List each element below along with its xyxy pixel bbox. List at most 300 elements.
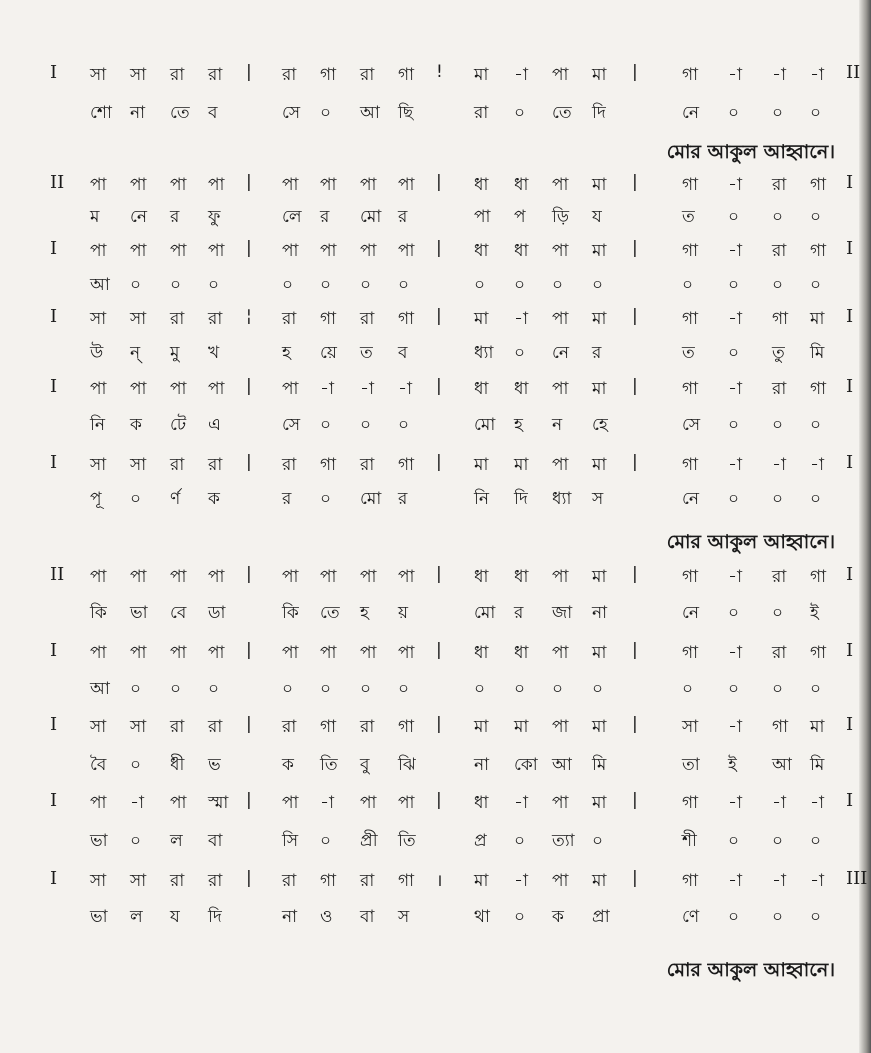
note-cell: গা <box>398 309 415 329</box>
note-cell: রা <box>208 717 223 737</box>
note-cell: গা <box>682 793 699 813</box>
note-cell: পা <box>360 241 377 261</box>
note-cell: পা <box>170 175 187 195</box>
note-cell: -া <box>360 379 374 399</box>
lyric-cell: আ <box>90 679 110 699</box>
lyric-cell: তে <box>320 603 340 623</box>
note-cell: -া <box>728 309 742 329</box>
lyric-cell: মো <box>360 489 382 509</box>
lyric-cell: হে <box>592 415 608 435</box>
note-cell: | <box>436 306 442 326</box>
lyric-cell: ০ <box>360 679 372 699</box>
note-cell: -া <box>728 65 742 85</box>
note-cell: পা <box>90 793 107 813</box>
lyric-cell: ০ <box>208 275 220 295</box>
note-cell: গা <box>682 455 699 475</box>
lyric-cell: সে <box>282 415 301 435</box>
lyric-cell: ০ <box>514 343 526 363</box>
note-cell: | <box>632 172 638 192</box>
lyric-cell: না <box>130 103 146 123</box>
note-cell: ধা <box>474 241 489 261</box>
note-cell: রা <box>208 871 223 891</box>
refrain-text: মোর আকুল আহ্বানে। <box>666 141 835 163</box>
notation-line <box>0 868 871 898</box>
note-cell: পা <box>170 379 187 399</box>
lyric-cell: ০ <box>772 207 784 227</box>
lyric-cell: ত <box>360 343 373 363</box>
note-cell: ধা <box>474 643 489 663</box>
lyric-cell: ণে <box>682 907 700 927</box>
lyric-cell: ন <box>552 415 563 435</box>
note-cell: গা <box>810 175 827 195</box>
lyric-cell: সে <box>682 415 701 435</box>
lyric-cell: ০ <box>398 679 410 699</box>
note-cell: I <box>846 790 854 811</box>
note-cell: | <box>246 376 252 396</box>
lyric-cell: ক <box>282 755 294 775</box>
lyric-cell: র্ণ <box>170 489 181 509</box>
note-cell: | <box>632 868 638 888</box>
note-cell: মা <box>592 871 607 891</box>
note-cell: -া <box>514 65 528 85</box>
note-cell: | <box>246 452 252 472</box>
note-cell: পা <box>170 241 187 261</box>
lyric-cell: ০ <box>772 603 784 623</box>
lyric-cell: ০ <box>682 679 694 699</box>
lyric-cell: ভা <box>90 831 108 851</box>
note-cell: রা <box>772 379 787 399</box>
note-cell: পা <box>552 567 569 587</box>
note-cell: পা <box>130 643 147 663</box>
notation-line <box>0 376 871 406</box>
lyric-cell: শো <box>90 103 112 123</box>
note-cell: মা <box>592 455 607 475</box>
lyric-cell: ০ <box>592 679 604 699</box>
note-cell: পা <box>90 643 107 663</box>
lyric-cell: খ <box>208 343 220 363</box>
note-cell: গা <box>320 717 337 737</box>
lyric-cell: ব <box>398 343 408 363</box>
note-cell: | <box>436 376 442 396</box>
note-cell: পা <box>282 379 299 399</box>
lyric-cell: ০ <box>810 907 822 927</box>
note-cell: মা <box>592 567 607 587</box>
note-cell: রা <box>772 241 787 261</box>
note-cell: II <box>846 62 861 83</box>
lyric-cell: ০ <box>514 831 526 851</box>
note-cell: -া <box>810 65 824 85</box>
lyric-cell: র <box>592 343 602 363</box>
lyric-cell: নে <box>682 603 700 623</box>
note-cell: -া <box>728 455 742 475</box>
lyric-cell: র <box>170 207 180 227</box>
note-cell: পা <box>130 241 147 261</box>
lyric-cell: ঝি <box>398 755 416 775</box>
note-cell: পা <box>552 871 569 891</box>
note-cell: মা <box>592 643 607 663</box>
note-cell: সা <box>90 717 107 737</box>
note-cell: সা <box>130 309 147 329</box>
note-cell: I <box>846 376 854 397</box>
note-cell: মা <box>514 455 529 475</box>
note-cell: সা <box>130 455 147 475</box>
lyric-cell: ড়ি <box>552 207 570 227</box>
lyric-cell: ধ্যা <box>552 489 572 509</box>
lyric-cell: রা <box>474 103 489 123</box>
lyric-cell: ০ <box>170 275 182 295</box>
lyric-cell: র <box>398 207 408 227</box>
lyric-cell: লে <box>282 207 302 227</box>
lyric-cell: র <box>282 489 292 509</box>
lyric-cell: তু <box>772 343 785 363</box>
note-cell: পা <box>90 175 107 195</box>
note-cell: | <box>632 640 638 660</box>
note-cell: I <box>50 868 58 889</box>
note-cell: পা <box>552 241 569 261</box>
lyric-cell: ০ <box>474 275 486 295</box>
note-cell: পা <box>90 241 107 261</box>
note-cell: I <box>846 564 854 585</box>
refrain-line <box>0 956 871 986</box>
lyrics-line <box>0 204 871 234</box>
note-cell: I <box>50 376 58 397</box>
refrain-text: মোর আকুল আহ্বানে। <box>666 531 835 553</box>
lyric-cell: ০ <box>320 679 332 699</box>
refrain-line <box>0 138 871 168</box>
note-cell: রা <box>282 871 297 891</box>
note-cell: | <box>436 452 442 472</box>
lyric-cell: ০ <box>320 415 332 435</box>
lyric-cell: মু <box>170 343 180 363</box>
lyric-cell: ধী <box>170 755 185 775</box>
lyric-cell: নে <box>682 103 700 123</box>
lyric-cell: ক <box>130 415 142 435</box>
note-cell: -া <box>514 871 528 891</box>
lyric-cell: স <box>592 489 604 509</box>
lyric-cell: মো <box>360 207 382 227</box>
lyric-cell: ছি <box>398 103 414 123</box>
lyric-cell: ০ <box>514 907 526 927</box>
note-cell: মা <box>474 717 489 737</box>
note-cell: পা <box>130 379 147 399</box>
lyric-cell: ০ <box>728 207 740 227</box>
note-cell: I <box>846 452 854 473</box>
lyric-cell: ভ <box>208 755 221 775</box>
lyric-cell: ০ <box>552 679 564 699</box>
note-cell: সা <box>90 309 107 329</box>
note-cell: মা <box>592 379 607 399</box>
lyric-cell: মি <box>810 343 825 363</box>
note-cell: I <box>50 238 58 259</box>
note-cell: গা <box>810 643 827 663</box>
note-cell: রা <box>282 717 297 737</box>
lyric-cell: ০ <box>728 679 740 699</box>
lyric-cell: ০ <box>810 275 822 295</box>
note-cell: পা <box>320 567 337 587</box>
lyric-cell: না <box>474 755 490 775</box>
lyric-cell: ত <box>682 343 695 363</box>
lyric-cell: বা <box>208 831 223 851</box>
lyric-cell: তি <box>320 755 338 775</box>
note-cell: -া <box>772 65 786 85</box>
lyric-cell: ০ <box>282 679 294 699</box>
lyric-cell: ০ <box>728 907 740 927</box>
note-cell: মা <box>592 65 607 85</box>
note-cell: পা <box>360 567 377 587</box>
note-cell: -া <box>130 793 144 813</box>
note-cell: -া <box>810 871 824 891</box>
note-cell: -া <box>772 871 786 891</box>
note-cell: | <box>632 564 638 584</box>
note-cell: সা <box>90 65 107 85</box>
lyric-cell: ০ <box>130 489 142 509</box>
lyrics-line <box>0 828 871 858</box>
note-cell: মা <box>592 309 607 329</box>
note-cell: গা <box>682 65 699 85</box>
note-cell: সা <box>90 871 107 891</box>
lyric-cell: ০ <box>130 755 142 775</box>
lyric-cell: ০ <box>592 275 604 295</box>
note-cell: ধা <box>474 379 489 399</box>
lyric-cell: এ <box>208 415 221 435</box>
note-cell: I <box>50 62 58 83</box>
note-cell: ধা <box>514 175 529 195</box>
note-cell: সা <box>130 717 147 737</box>
note-cell: I <box>846 238 854 259</box>
lyric-cell: দি <box>592 103 606 123</box>
note-cell: রা <box>170 65 185 85</box>
note-cell: -া <box>772 455 786 475</box>
note-cell: | <box>632 306 638 326</box>
lyric-cell: ম <box>90 207 100 227</box>
lyric-cell: আ <box>90 275 110 295</box>
lyric-cell: বৈ <box>90 755 107 775</box>
lyric-cell: ০ <box>130 275 142 295</box>
note-cell: রা <box>772 175 787 195</box>
note-cell: -া <box>728 793 742 813</box>
lyric-cell: আ <box>360 103 380 123</box>
lyric-cell: মি <box>592 755 607 775</box>
lyric-cell: ০ <box>552 275 564 295</box>
note-cell: পা <box>90 567 107 587</box>
note-cell: -া <box>728 241 742 261</box>
note-cell: পা <box>552 379 569 399</box>
note-cell: পা <box>398 793 415 813</box>
note-cell: পা <box>552 65 569 85</box>
note-cell: | <box>436 238 442 258</box>
note-cell: -া <box>514 793 528 813</box>
notation-line <box>0 62 871 92</box>
lyric-cell: ন্ <box>130 343 141 363</box>
lyric-cell: বে <box>170 603 187 623</box>
note-cell: ধা <box>474 793 489 813</box>
lyric-cell: ০ <box>772 907 784 927</box>
note-cell: পা <box>398 175 415 195</box>
note-cell: -া <box>728 379 742 399</box>
note-cell: | <box>246 172 252 192</box>
lyric-cell: না <box>282 907 298 927</box>
note-cell: | <box>436 564 442 584</box>
note-cell: পা <box>208 241 225 261</box>
lyric-cell: আ <box>552 755 572 775</box>
note-cell: রা <box>360 65 375 85</box>
notation-line <box>0 238 871 268</box>
note-cell: ধা <box>514 379 529 399</box>
lyric-cell: ০ <box>810 679 822 699</box>
lyric-cell: নি <box>474 489 490 509</box>
note-cell: গা <box>398 871 415 891</box>
notation-line <box>0 452 871 482</box>
lyric-cell: কি <box>90 603 107 623</box>
lyric-cell: ত্যা <box>552 831 575 851</box>
lyrics-line <box>0 904 871 934</box>
lyric-cell: ০ <box>772 415 784 435</box>
lyric-cell: নে <box>130 207 148 227</box>
note-cell: ¦ <box>246 306 252 326</box>
note-cell: -া <box>320 379 334 399</box>
lyric-cell: ভা <box>90 907 108 927</box>
note-cell: | <box>436 172 442 192</box>
note-cell: পা <box>320 241 337 261</box>
note-cell: গা <box>320 65 337 85</box>
note-cell: -া <box>728 567 742 587</box>
lyric-cell: ০ <box>474 679 486 699</box>
lyric-cell: শী <box>682 831 697 851</box>
note-cell: পা <box>360 793 377 813</box>
lyric-cell: ০ <box>728 343 740 363</box>
lyric-cell: ০ <box>514 103 526 123</box>
note-cell: পা <box>208 567 225 587</box>
note-cell: গা <box>682 175 699 195</box>
lyric-cell: তা <box>682 755 700 775</box>
note-cell: মা <box>514 717 529 737</box>
lyrics-line <box>0 412 871 442</box>
note-cell: | <box>246 62 252 82</box>
note-cell: -া <box>728 717 742 737</box>
note-cell: গা <box>682 871 699 891</box>
note-cell: -া <box>398 379 412 399</box>
lyric-cell: ০ <box>320 489 332 509</box>
lyric-cell: য় <box>398 603 409 623</box>
refrain-line <box>0 528 871 558</box>
lyric-cell: ০ <box>772 275 784 295</box>
note-cell: পা <box>282 643 299 663</box>
note-cell: পা <box>282 567 299 587</box>
note-cell: সা <box>90 455 107 475</box>
lyric-cell: ০ <box>170 679 182 699</box>
note-cell: | <box>246 790 252 810</box>
lyric-cell: য <box>592 207 602 227</box>
note-cell: মা <box>592 793 607 813</box>
notation-line <box>0 790 871 820</box>
note-cell: গা <box>772 717 789 737</box>
note-cell: ধা <box>474 567 489 587</box>
notation-line <box>0 640 871 670</box>
lyric-cell: ডা <box>208 603 226 623</box>
lyric-cell: মো <box>474 603 496 623</box>
note-cell: গা <box>810 241 827 261</box>
note-cell: মা <box>592 175 607 195</box>
note-cell: ! <box>436 62 443 82</box>
lyric-cell: ০ <box>320 831 332 851</box>
note-cell: পা <box>208 175 225 195</box>
note-cell: I <box>846 172 854 193</box>
note-cell: রা <box>360 871 375 891</box>
note-cell: ধা <box>514 643 529 663</box>
note-cell: III <box>846 868 868 889</box>
lyric-cell: ব <box>208 103 218 123</box>
note-cell: -া <box>514 309 528 329</box>
note-cell: মা <box>592 717 607 737</box>
lyric-cell: নি <box>90 415 106 435</box>
note-cell: মা <box>474 309 489 329</box>
lyric-cell: কি <box>282 603 299 623</box>
note-cell: | <box>246 868 252 888</box>
note-cell: পা <box>320 643 337 663</box>
lyric-cell: ক <box>208 489 220 509</box>
lyrics-line <box>0 676 871 706</box>
note-cell: পা <box>398 567 415 587</box>
note-cell: পা <box>282 241 299 261</box>
note-cell: পা <box>552 793 569 813</box>
lyrics-line <box>0 752 871 782</box>
note-cell: I <box>50 306 58 327</box>
note-cell: রা <box>208 455 223 475</box>
note-cell: পা <box>130 175 147 195</box>
note-cell: | <box>436 640 442 660</box>
lyric-cell: ০ <box>810 489 822 509</box>
lyric-cell: বা <box>360 907 375 927</box>
lyric-cell: থা <box>474 907 490 927</box>
lyric-cell: ত <box>682 207 695 227</box>
notation-line <box>0 306 871 336</box>
note-cell: পা <box>282 793 299 813</box>
note-cell: I <box>50 714 58 735</box>
notation-line <box>0 564 871 594</box>
note-cell: সা <box>682 717 699 737</box>
note-cell: I <box>846 714 854 735</box>
note-cell: পা <box>398 643 415 663</box>
lyrics-line <box>0 600 871 630</box>
lyric-cell: জা <box>552 603 573 623</box>
note-cell: | <box>246 238 252 258</box>
note-cell: মা <box>810 717 825 737</box>
note-cell: পা <box>90 379 107 399</box>
note-cell: রা <box>282 309 297 329</box>
note-cell: রা <box>360 455 375 475</box>
note-cell: গা <box>682 567 699 587</box>
note-cell: I <box>846 640 854 661</box>
note-cell: স্মা <box>208 793 229 813</box>
lyric-cell: তে <box>552 103 572 123</box>
lyric-cell: ০ <box>728 275 740 295</box>
lyric-cell: ০ <box>360 415 372 435</box>
note-cell: রা <box>208 309 223 329</box>
lyric-cell: ল <box>130 907 143 927</box>
note-cell: II <box>50 172 65 193</box>
note-cell: ধা <box>514 567 529 587</box>
note-cell: পা <box>170 643 187 663</box>
lyric-cell: নে <box>682 489 700 509</box>
note-cell: পা <box>170 793 187 813</box>
note-cell: পা <box>552 309 569 329</box>
note-cell: মা <box>810 309 825 329</box>
lyric-cell: ০ <box>728 489 740 509</box>
note-cell: রা <box>170 871 185 891</box>
note-cell: গা <box>682 309 699 329</box>
note-cell: গা <box>398 717 415 737</box>
note-cell: গা <box>810 379 827 399</box>
